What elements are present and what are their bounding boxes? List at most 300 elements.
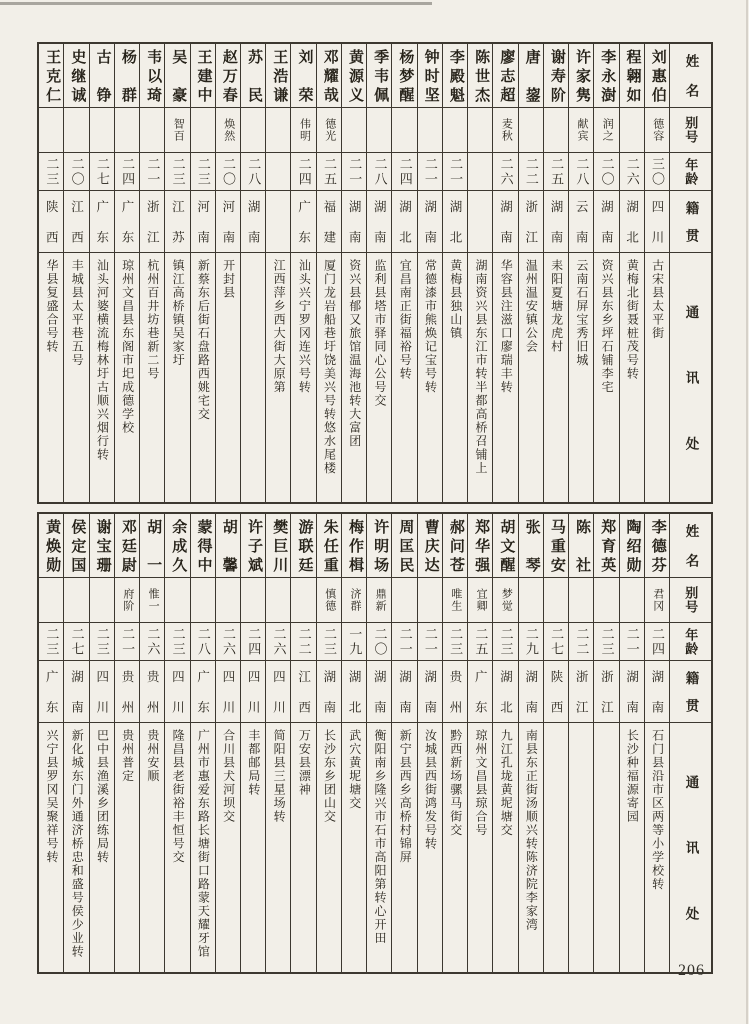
entry-age: 二四 bbox=[246, 626, 262, 657]
entry-native-place: 湖北 bbox=[347, 670, 362, 713]
entry-age: 二三 bbox=[94, 626, 110, 657]
entry-native-place-cell bbox=[544, 661, 568, 723]
entry-alias-cell bbox=[140, 578, 164, 623]
entry-address: 江西萍乡西大街大原第 bbox=[272, 259, 287, 394]
entry-native-place: 湖南 bbox=[69, 670, 84, 713]
entry-age-cell bbox=[241, 153, 265, 191]
entry-name-cell bbox=[645, 514, 669, 578]
entry-address-cell bbox=[241, 723, 265, 972]
entry-column bbox=[190, 44, 215, 502]
entry-age-cell bbox=[620, 623, 644, 661]
entry-alias-cell bbox=[266, 108, 290, 153]
entry-address: 汕头河婆横流梅林圩古顺兴烟行转 bbox=[95, 259, 110, 462]
entry-address: 资兴县东乡坪石铺李宅 bbox=[600, 259, 615, 394]
entry-native-place-cell bbox=[645, 661, 669, 723]
entry-address-cell bbox=[418, 723, 442, 972]
entry-name: 黄源义 bbox=[346, 49, 363, 102]
entry-alias: 德容 bbox=[651, 118, 664, 142]
entry-column bbox=[265, 44, 290, 502]
entry-alias-cell bbox=[291, 108, 315, 153]
entry-alias-cell bbox=[64, 108, 88, 153]
entry-age: 二一 bbox=[145, 156, 161, 187]
entry-address-cell bbox=[443, 723, 467, 972]
entry-age: 二三 bbox=[170, 626, 186, 657]
entry-age-cell bbox=[140, 153, 164, 191]
entry-age-cell bbox=[90, 153, 114, 191]
entry-native-place-cell bbox=[241, 661, 265, 723]
header-alias: 别号 bbox=[683, 116, 699, 144]
entry-column bbox=[63, 44, 88, 502]
entry-alias-cell bbox=[165, 578, 189, 623]
entry-name: 郑育英 bbox=[599, 519, 616, 572]
entry-age-cell bbox=[342, 153, 366, 191]
entry-address: 杭州百井坊巷新二号 bbox=[145, 259, 160, 381]
entry-name: 蒙得中 bbox=[195, 519, 212, 572]
entry-age: 二三 bbox=[498, 626, 514, 657]
entry-alias-cell bbox=[544, 578, 568, 623]
entry-native-place-cell bbox=[64, 191, 88, 253]
entry-column bbox=[39, 514, 63, 972]
entry-name: 唐鋆 bbox=[523, 49, 540, 102]
entry-age: 二九 bbox=[523, 626, 539, 657]
entry-age: 二七 bbox=[549, 626, 565, 657]
entry-column bbox=[543, 514, 568, 972]
entry-alias-cell bbox=[317, 108, 341, 153]
entry-age-cell bbox=[317, 623, 341, 661]
entry-age: 二六 bbox=[271, 626, 287, 657]
entry-age-cell bbox=[115, 623, 139, 661]
entry-age: 二八 bbox=[195, 626, 211, 657]
entry-address-cell bbox=[39, 253, 63, 502]
entry-address-cell bbox=[291, 253, 315, 502]
entry-address-cell bbox=[569, 253, 593, 502]
entry-alias: 智百 bbox=[172, 118, 185, 142]
entry-name: 郑华强 bbox=[473, 519, 490, 572]
entry-alias: 宜卿 bbox=[475, 588, 488, 612]
entry-age: 二三 bbox=[44, 626, 60, 657]
page-number: 206 bbox=[678, 962, 705, 979]
entry-name: 陶绍勋 bbox=[624, 519, 641, 572]
entry-name: 李永澍 bbox=[599, 49, 616, 102]
entry-address: 新宁县西乡高桥村锦屏 bbox=[398, 729, 413, 864]
entry-address-cell bbox=[493, 723, 517, 972]
entry-age-cell bbox=[367, 153, 391, 191]
entry-native-place: 广东 bbox=[473, 670, 488, 713]
entry-native-place-cell bbox=[317, 661, 341, 723]
entry-age-cell bbox=[468, 153, 492, 191]
entry-name: 王建中 bbox=[195, 49, 212, 102]
entry-alias-cell bbox=[620, 578, 644, 623]
entry-name: 史继诚 bbox=[69, 49, 86, 102]
entry-address-cell bbox=[544, 723, 568, 972]
entry-alias-cell bbox=[392, 108, 416, 153]
entry-name: 廖志超 bbox=[498, 49, 515, 102]
entry-age-cell bbox=[367, 623, 391, 661]
entry-alias: 唯生 bbox=[449, 588, 462, 612]
entry-name: 王浩谦 bbox=[271, 49, 288, 102]
entry-name-cell bbox=[291, 44, 315, 108]
entry-native-place: 四川 bbox=[246, 670, 261, 713]
entry-alias-cell bbox=[115, 108, 139, 153]
entry-alias: 鼎新 bbox=[374, 588, 387, 612]
entry-alias-cell bbox=[569, 108, 593, 153]
bottom-directory-table bbox=[37, 512, 713, 974]
entry-alias-cell bbox=[342, 108, 366, 153]
entry-column bbox=[164, 44, 189, 502]
entry-address-cell bbox=[645, 723, 669, 972]
entry-column bbox=[290, 514, 315, 972]
entry-alias: 惟一 bbox=[147, 588, 160, 612]
entry-age: 二一 bbox=[347, 156, 363, 187]
entry-column bbox=[114, 514, 139, 972]
entry-address: 汝城县西街鸿发号转 bbox=[423, 729, 438, 851]
entry-name: 邓耀哉 bbox=[321, 49, 338, 102]
entry-native-place-cell bbox=[266, 191, 290, 253]
entry-age-cell bbox=[115, 153, 139, 191]
entry-column bbox=[492, 514, 517, 972]
entry-name: 胡一 bbox=[145, 519, 162, 572]
entry-alias-cell bbox=[317, 578, 341, 623]
entry-column bbox=[467, 44, 492, 502]
entry-age-cell bbox=[39, 153, 63, 191]
scan-artifact-top-edge bbox=[0, 2, 432, 5]
entry-alias-cell bbox=[519, 578, 543, 623]
entry-native-place-cell bbox=[291, 191, 315, 253]
entry-native-place-cell bbox=[418, 191, 442, 253]
entry-age-cell bbox=[519, 153, 543, 191]
entry-name-cell bbox=[620, 514, 644, 578]
entry-native-place: 浙江 bbox=[145, 200, 160, 243]
entry-age: 二三 bbox=[321, 626, 337, 657]
entry-address-cell bbox=[367, 723, 391, 972]
entry-age-cell bbox=[90, 623, 114, 661]
entry-age-cell bbox=[317, 153, 341, 191]
entry-age-cell bbox=[468, 623, 492, 661]
entry-age-cell bbox=[266, 623, 290, 661]
entry-age: 二七 bbox=[69, 626, 85, 657]
entry-address: 开封县 bbox=[221, 259, 236, 300]
entry-alias: 君冈 bbox=[651, 588, 664, 612]
entry-age: 二二 bbox=[574, 626, 590, 657]
entry-address: 贵州安顺 bbox=[145, 729, 160, 783]
entry-column bbox=[139, 514, 164, 972]
header-alias-cell bbox=[670, 578, 711, 623]
entry-age-cell bbox=[64, 153, 88, 191]
entry-age-cell bbox=[39, 623, 63, 661]
entry-alias: 麦秋 bbox=[500, 118, 513, 142]
entry-address: 巴中县渔溪乡团练局转 bbox=[95, 729, 110, 864]
entry-alias-cell bbox=[90, 108, 114, 153]
entry-column bbox=[39, 44, 63, 502]
entry-name-cell bbox=[418, 44, 442, 108]
entry-native-place-cell bbox=[216, 191, 240, 253]
entry-native-place: 广东 bbox=[195, 670, 210, 713]
entry-name: 许家隽 bbox=[574, 49, 591, 102]
header-address: 通讯处 bbox=[683, 305, 699, 450]
entry-native-place: 河南 bbox=[195, 200, 210, 243]
header-name: 姓名 bbox=[683, 524, 699, 567]
entry-address-cell bbox=[569, 723, 593, 972]
entry-name-cell bbox=[468, 44, 492, 108]
entry-name: 许子斌 bbox=[246, 519, 262, 572]
entry-address-cell bbox=[544, 253, 568, 502]
entry-address: 琼州文昌县琼合号 bbox=[473, 729, 488, 837]
entry-column bbox=[417, 514, 442, 972]
entry-name-cell bbox=[39, 514, 63, 578]
entry-native-place-cell bbox=[519, 191, 543, 253]
header-native-place: 籍贯 bbox=[683, 671, 699, 712]
entry-name-cell bbox=[39, 44, 63, 108]
entry-name-cell bbox=[266, 514, 290, 578]
entry-native-place: 贵州 bbox=[119, 670, 134, 713]
entry-address: 隆昌县老街裕丰恒号交 bbox=[171, 729, 186, 864]
entry-alias-cell bbox=[191, 108, 215, 153]
entry-address: 简阳县三星场转 bbox=[272, 729, 287, 824]
entry-address: 丰都邮局转 bbox=[246, 729, 261, 797]
entry-column bbox=[366, 44, 391, 502]
entry-native-place: 湖南 bbox=[624, 670, 639, 713]
entry-age: 二一 bbox=[448, 156, 464, 187]
entry-age-cell bbox=[594, 153, 618, 191]
entry-alias-cell bbox=[165, 108, 189, 153]
entry-native-place-cell bbox=[291, 661, 315, 723]
entry-column bbox=[568, 44, 593, 502]
entry-address: 厦门龙岩船巷圩饶美兴号转悠水尾楼 bbox=[322, 259, 337, 475]
entry-address: 古宋县太平街 bbox=[650, 259, 665, 340]
entry-native-place-cell bbox=[342, 191, 366, 253]
entry-name-cell bbox=[64, 44, 88, 108]
entry-name: 季韦佩 bbox=[372, 49, 389, 102]
entry-native-place: 四川 bbox=[220, 670, 235, 713]
entry-column bbox=[619, 514, 644, 972]
entry-address: 贵州普定 bbox=[120, 729, 135, 783]
entry-name-cell bbox=[216, 514, 240, 578]
entry-address: 温州温安镇公会 bbox=[524, 259, 539, 354]
header-alias-cell bbox=[670, 108, 711, 153]
entry-address: 云南石屏宝秀旧城 bbox=[574, 259, 589, 367]
entry-native-place-cell bbox=[90, 191, 114, 253]
entry-age: 二三 bbox=[44, 156, 60, 187]
entry-age: 二一 bbox=[422, 626, 438, 657]
entry-age: 二四 bbox=[120, 156, 136, 187]
entry-alias: 润之 bbox=[601, 118, 614, 142]
entry-name: 刘惠伯 bbox=[649, 49, 666, 102]
entry-native-place: 湖南 bbox=[649, 670, 664, 713]
entry-address: 宜昌南正街福裕号转 bbox=[398, 259, 413, 381]
entry-name-cell bbox=[544, 44, 568, 108]
entry-address: 黄梅北街聂桩茂号转 bbox=[625, 259, 640, 381]
entry-name-cell bbox=[317, 514, 341, 578]
entry-native-place: 湖北 bbox=[498, 670, 513, 713]
entry-address-cell bbox=[115, 723, 139, 972]
entry-age: 二三 bbox=[599, 626, 615, 657]
entry-alias-cell bbox=[519, 108, 543, 153]
entry-name-cell bbox=[90, 44, 114, 108]
entry-name-cell bbox=[519, 44, 543, 108]
entry-column bbox=[89, 514, 114, 972]
entry-alias-cell bbox=[645, 578, 669, 623]
entry-native-place: 贵州 bbox=[448, 670, 462, 713]
entry-native-place: 四川 bbox=[170, 670, 185, 713]
header-address-cell bbox=[670, 723, 711, 972]
entry-address-cell bbox=[468, 723, 492, 972]
entry-column bbox=[164, 514, 189, 972]
entry-alias-cell bbox=[291, 578, 315, 623]
entry-name-cell bbox=[140, 514, 164, 578]
entry-name: 谢宝珊 bbox=[94, 519, 111, 572]
entry-column bbox=[467, 514, 492, 972]
entry-column bbox=[290, 44, 315, 502]
entry-name-cell bbox=[569, 44, 593, 108]
scan-artifact-right-edge bbox=[746, 0, 748, 1024]
entry-age-cell bbox=[645, 623, 669, 661]
entry-address-cell bbox=[468, 253, 492, 502]
entry-native-place: 河南 bbox=[220, 200, 235, 243]
entry-alias-cell bbox=[216, 578, 240, 623]
entry-name: 杨梦醒 bbox=[397, 49, 414, 102]
entry-name-cell bbox=[64, 514, 88, 578]
header-name-cell bbox=[670, 44, 711, 108]
entry-name-cell bbox=[266, 44, 290, 108]
entry-address: 琼州文昌县东阁市圯成德学校 bbox=[120, 259, 135, 435]
entry-name-cell bbox=[392, 44, 416, 108]
entry-age-cell bbox=[342, 623, 366, 661]
entry-address-cell bbox=[367, 253, 391, 502]
entry-age-cell bbox=[418, 623, 442, 661]
entry-age-cell bbox=[645, 153, 669, 191]
entry-address: 常德漆市熊焕记宝号转 bbox=[423, 259, 438, 394]
entry-alias-cell bbox=[418, 108, 442, 153]
entry-address-cell bbox=[418, 253, 442, 502]
entry-address: 湖南资兴县东江市转半都高桥召铺上 bbox=[473, 259, 488, 475]
entry-native-place-cell bbox=[165, 661, 189, 723]
entry-age-cell bbox=[241, 623, 265, 661]
entry-column bbox=[240, 514, 265, 972]
entry-address-cell bbox=[216, 253, 240, 502]
entry-native-place-cell bbox=[39, 661, 63, 723]
entry-column bbox=[492, 44, 517, 502]
entry-native-place-cell bbox=[64, 661, 88, 723]
entry-native-place: 湖南 bbox=[498, 200, 513, 243]
entry-column bbox=[391, 44, 416, 502]
entry-native-place: 浙江 bbox=[599, 670, 614, 713]
entry-native-place-cell bbox=[90, 661, 114, 723]
header-column bbox=[669, 44, 711, 502]
entry-alias-cell bbox=[594, 578, 618, 623]
entry-address-cell bbox=[620, 723, 644, 972]
entry-native-place: 广东 bbox=[94, 200, 109, 243]
entry-native-place-cell bbox=[418, 661, 442, 723]
entry-age-cell bbox=[165, 623, 189, 661]
entry-native-place-cell bbox=[140, 191, 164, 253]
entry-native-place-cell bbox=[468, 661, 492, 723]
header-native-place-cell bbox=[670, 191, 711, 253]
entry-column bbox=[366, 514, 391, 972]
entry-native-place: 湖南 bbox=[548, 200, 563, 243]
entry-native-place-cell bbox=[569, 661, 593, 723]
entry-age-cell bbox=[443, 623, 467, 661]
entry-age: 二五 bbox=[321, 156, 337, 187]
entry-native-place: 浙江 bbox=[523, 200, 538, 243]
entry-column bbox=[341, 514, 366, 972]
entry-native-place-cell bbox=[519, 661, 543, 723]
entry-name-cell bbox=[317, 44, 341, 108]
entry-address-cell bbox=[165, 253, 189, 502]
entry-name: 杨群 bbox=[119, 49, 136, 102]
entry-age: 二七 bbox=[94, 156, 110, 187]
entry-name: 胡文醒 bbox=[498, 519, 515, 572]
entry-native-place-cell bbox=[620, 191, 644, 253]
entry-address-cell bbox=[191, 723, 215, 972]
entry-address-cell bbox=[645, 253, 669, 502]
entry-native-place: 陕西 bbox=[548, 670, 563, 713]
entry-native-place: 浙江 bbox=[574, 670, 589, 713]
entry-address-cell bbox=[493, 253, 517, 502]
entry-name: 胡馨 bbox=[220, 519, 237, 572]
entry-name-cell bbox=[544, 514, 568, 578]
entry-alias-cell bbox=[39, 108, 63, 153]
entry-alias-cell bbox=[443, 108, 467, 153]
header-native-place-cell bbox=[670, 661, 711, 723]
entry-column bbox=[114, 44, 139, 502]
entry-native-place-cell bbox=[115, 661, 139, 723]
entry-name-cell bbox=[443, 44, 467, 108]
entry-age: 二一 bbox=[624, 626, 640, 657]
entry-age: 二一 bbox=[397, 626, 413, 657]
entry-column bbox=[341, 44, 366, 502]
header-age: 年龄 bbox=[683, 157, 699, 186]
entry-alias-cell bbox=[241, 578, 265, 623]
entry-column bbox=[518, 44, 543, 502]
entry-name-cell bbox=[443, 514, 467, 578]
entry-address: 衡阳南乡隆兴市石市高阳第转心开田 bbox=[373, 729, 388, 945]
entry-native-place: 湖北 bbox=[448, 200, 462, 243]
entry-alias: 济群 bbox=[348, 588, 361, 612]
entry-native-place: 湖南 bbox=[372, 200, 387, 243]
entry-age-cell bbox=[544, 153, 568, 191]
entry-age-cell bbox=[140, 623, 164, 661]
entry-name-cell bbox=[594, 514, 618, 578]
entry-native-place: 湖北 bbox=[624, 200, 639, 243]
entry-address: 新化城东门外通济桥忠和盛号侯少业转 bbox=[70, 729, 85, 959]
entry-age: 二五 bbox=[473, 626, 489, 657]
entry-age-cell bbox=[569, 153, 593, 191]
entry-native-place-cell bbox=[392, 191, 416, 253]
entry-column bbox=[63, 514, 88, 972]
entry-address: 镇江高桥镇吴家圩 bbox=[171, 259, 186, 367]
entry-name: 韦以琦 bbox=[145, 49, 162, 102]
entry-name-cell bbox=[191, 44, 215, 108]
entry-name-cell bbox=[165, 514, 189, 578]
entry-address-cell bbox=[519, 723, 543, 972]
entry-name-cell bbox=[620, 44, 644, 108]
entry-name-cell bbox=[493, 44, 517, 108]
entry-name: 周匡民 bbox=[397, 519, 414, 572]
entry-age-cell bbox=[216, 623, 240, 661]
entry-native-place-cell bbox=[342, 661, 366, 723]
entry-address: 黄梅县独山镇 bbox=[448, 259, 463, 340]
entry-column bbox=[619, 44, 644, 502]
entry-address: 资兴县郁又旅馆温海池转大富团 bbox=[347, 259, 362, 448]
entry-address-cell bbox=[443, 253, 467, 502]
entry-age: 二四 bbox=[296, 156, 312, 187]
entry-native-place: 四川 bbox=[94, 670, 109, 713]
entry-address: 南县东正街汤顺兴转陈济院李家湾 bbox=[524, 729, 539, 932]
entry-native-place: 湖南 bbox=[523, 670, 538, 713]
entry-column bbox=[442, 514, 467, 972]
entry-name-cell bbox=[367, 514, 391, 578]
entry-column bbox=[568, 514, 593, 972]
